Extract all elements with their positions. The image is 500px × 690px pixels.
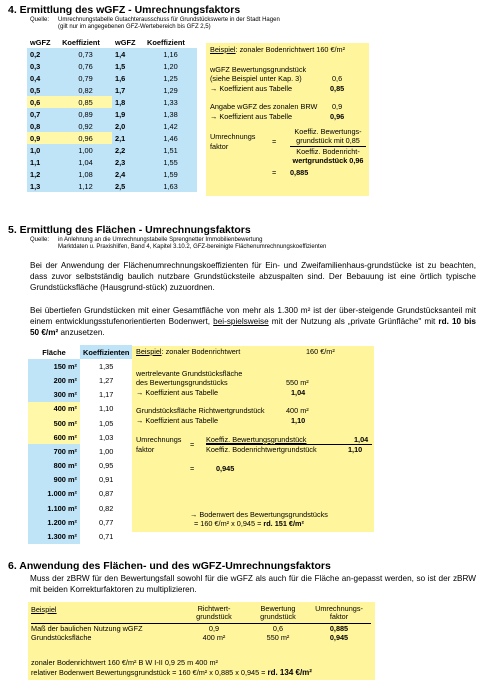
equals-sign: =: [272, 136, 277, 146]
ref-area-label: Grundstücksfläche Richtwertgrundstück: [136, 406, 265, 416]
final-result: rd. 134 €/m²: [267, 668, 312, 677]
section-6-title: 6. Anwendung des Flächen- und des wGFZ-Umrechnungsfaktors: [8, 560, 331, 572]
factor-label: Umrechnungs: [210, 131, 256, 141]
coefficient-cell: 1,29: [144, 84, 197, 96]
wgfz-table: [27, 36, 197, 192]
area-cell: 150 m²: [28, 359, 80, 373]
ref-area-value: 400 m²: [286, 406, 309, 416]
col-header: Koeffizienten: [80, 345, 132, 359]
area-cell: 800 m²: [28, 459, 80, 473]
section-5-paragraph-1: Bei der Anwendung der Flächenumrechnungskoeffizienten für Ein- und Zweifamilienhaus-grundstücke ist zu beachten, dass zuvor selbstständig baulich nutzbare Grundstücksteile abzuspalten sind. Der Bebauung ist eine örtlich typische Grundstücksfläche (Hausgrund-stück) zuzuordnen.: [30, 261, 476, 292]
table-row: [27, 180, 197, 192]
subject-coef-value: 0,85: [330, 83, 345, 93]
denominator-2: wertgrundstück 0,96: [292, 156, 364, 166]
coefficient-cell: 1,27: [80, 373, 132, 387]
area-cell: 200 m²: [28, 373, 80, 387]
numerator-value: 1,04: [354, 434, 369, 444]
wgfz-subject-label: wGFZ Bewertungsgrundstück: [210, 64, 307, 74]
coefficient-cell: 0,92: [59, 120, 112, 132]
area-cell: 300 m²: [28, 388, 80, 402]
coefficient-cell: 0,91: [80, 473, 132, 487]
subject-area-value: 550 m²: [286, 378, 309, 388]
land-value-result: rd. 151 €/m²: [263, 519, 304, 529]
area-cell: 700 m²: [28, 444, 80, 458]
area-cell: 1.000 m²: [28, 487, 80, 501]
coefficient-cell: 1,59: [144, 168, 197, 180]
area-cell: 900 m²: [28, 473, 80, 487]
equals-sign: =: [190, 463, 195, 473]
source-line-2: Marktdaten u. Praxishilfen, Band 4, Kapitel 3.10.2, GFZ-bereinigte Flächenumrechnungskoeffizienten: [58, 244, 327, 250]
wgfz-cell: 1,0: [27, 144, 59, 156]
subject-area-label: wertrelevante Grundstücksfläche: [136, 368, 243, 378]
ref-note: (siehe Beispiel unter Kap. 3): [210, 74, 302, 84]
coefficient-cell: 0,76: [59, 60, 112, 72]
coefficient-cell: 1,42: [144, 120, 197, 132]
coefficient-cell: 1,35: [80, 359, 132, 373]
wgfz-cell: 0,5: [27, 84, 59, 96]
area-example-box: [132, 346, 374, 532]
area-cell: 600 m²: [28, 430, 80, 444]
coefficient-cell: 1,03: [80, 430, 132, 444]
source-line-1: in Anlehnung an die Umrechnungstabelle Sprengnetter Immobilienbewertung: [58, 237, 263, 243]
wgfz-cell: 1,1: [27, 156, 59, 168]
example-label: Beispiel: [210, 45, 236, 54]
source-line-2: (gilt nur im angegebenen GFZ-Wertebereich bis GFZ 2,5): [58, 24, 211, 30]
section-4-title: 4. Ermittlung des wGFZ - Umrechnungsfaktors: [8, 4, 241, 16]
area-factor-result: 0,945: [216, 463, 235, 473]
p2-underlined: bei-spielsweise: [213, 317, 269, 326]
wgfz-cell: 1,7: [112, 84, 144, 96]
land-value-label: → Bodenwert des Bewertungsgrundstücks: [190, 509, 328, 519]
p2-bold-range: rd. 10 bis 50 €/m²: [30, 317, 476, 337]
section-5-paragraph-2: [30, 305, 476, 338]
coefficient-cell: 1,10: [80, 402, 132, 416]
col-header: wGFZ: [30, 37, 51, 47]
wgfz-cell: 0,7: [27, 108, 59, 120]
coefficient-cell: 0,77: [80, 515, 132, 529]
wgfz-cell: 1,4: [112, 48, 144, 60]
wgfz-cell: 2,2: [112, 144, 144, 156]
source-label: Quelle:: [30, 237, 50, 243]
col-header-factor: Umrechnungs- faktor: [315, 604, 363, 621]
source-label: Quelle:: [30, 17, 50, 23]
coefficient-cell: 1,17: [80, 388, 132, 402]
example-text: : zonaler Bodenrichtwert 160 €/m²: [235, 45, 346, 54]
col-header-subject: Bewertung grundstück: [260, 604, 296, 621]
table-row: [27, 84, 197, 96]
denominator-value: 1,10: [348, 445, 363, 455]
coefficient-cell: 1,16: [144, 48, 197, 60]
row-area-label: Grundstücksfläche: [31, 633, 92, 642]
p2-text-c: anzusetzen.: [58, 328, 105, 337]
table-row: [27, 96, 197, 108]
example-brw: 160 €/m²: [306, 347, 335, 356]
table-row: [28, 515, 132, 529]
coefficient-cell: 1,00: [59, 144, 112, 156]
row-area-factor: 0,945: [329, 633, 349, 642]
coefficient-cell: 1,55: [144, 156, 197, 168]
fraction: [206, 435, 372, 455]
table-row: [27, 48, 197, 60]
wgfz-cell: 1,5: [112, 60, 144, 72]
table-row: [28, 473, 132, 487]
land-value-formula: = 160 €/m² x 0,945 =: [194, 519, 264, 529]
wgfz-cell: 2,0: [112, 120, 144, 132]
numerator-2: grundstück mit 0,85: [296, 136, 360, 146]
coefficient-cell: 0,71: [80, 529, 132, 543]
area-cell: 1.200 m²: [28, 515, 80, 529]
wgfz-cell: 2,5: [112, 180, 144, 192]
p2-text-a: Bei übertiefen Grundstücken mit einer Gesamtfläche von mehr als 1.300 m² ist der über-steigende Grundstücksanteil mit einem entwicklungsstufenorientierten Bodenwert,: [30, 306, 476, 326]
combined-example-box: [28, 602, 375, 680]
table-row: [27, 144, 197, 156]
wgfz-cell: 1,6: [112, 72, 144, 84]
denominator-1: Koeffiz. Bodenricht-: [296, 146, 360, 156]
example-label: Beispiel: [31, 605, 57, 614]
wgfz-cell: 1,9: [112, 108, 144, 120]
area-cell: 500 m²: [28, 416, 80, 430]
row-wgfz-factor: 0,885: [329, 624, 349, 633]
wgfz-factor-result: 0,885: [290, 167, 309, 177]
coefficient-cell: 0,82: [59, 84, 112, 96]
row-wgfz-subject: 0,6: [272, 624, 284, 633]
relative-land-value-line: relativer Bodenwert Bewertungsgrundstück = 160 €/m² x 0,885 x 0,945 = rd. 134 €/m²: [31, 668, 312, 677]
table-row: [28, 459, 132, 473]
coefficient-cell: 1,25: [144, 72, 197, 84]
coef-label: → Koeffizient aus Tabelle: [136, 387, 219, 397]
coefficient-cell: 1,04: [59, 156, 112, 168]
numerator: Koeffiz. Bewertungsgrundstück: [206, 434, 307, 444]
coefficient-cell: 1,08: [59, 168, 112, 180]
table-row: [27, 72, 197, 84]
coef-label: → Koeffizient aus Tabelle: [136, 415, 219, 425]
subject-coef-value: 1,04: [291, 387, 306, 397]
table-row: [27, 168, 197, 180]
coefficient-cell: 1,12: [59, 180, 112, 192]
table-row: [28, 529, 132, 543]
table-row: [27, 120, 197, 132]
factor-label-2: faktor: [210, 141, 229, 151]
fraction: [290, 127, 366, 166]
factor-label: Umrechnungs: [136, 434, 182, 444]
coef-label: → Koeffizient aus Tabelle: [210, 83, 293, 93]
table-row: [28, 373, 132, 387]
coefficient-cell: 1,46: [144, 132, 197, 144]
wgfz-cell: 0,2: [27, 48, 59, 60]
section-6-paragraph: Muss der zBRW für den Bewertungsfall sowohl für die wGFZ als auch für die Fläche an-gepasst werden, so ist der zBRW mit beiden Korrekturfaktoren zu multiplizieren.: [30, 574, 476, 594]
wgfz-example-box: [206, 43, 369, 196]
wgfz-cell: 2,3: [112, 156, 144, 168]
table-row: [28, 444, 132, 458]
coefficient-cell: 1,00: [80, 444, 132, 458]
coefficient-cell: 1,05: [80, 416, 132, 430]
table-row: [28, 416, 132, 430]
subject-wgfz-value: 0,6: [332, 74, 343, 84]
coefficient-cell: 1,20: [144, 60, 197, 72]
zonal-brw-line: zonaler Bodenrichtwert 160 €/m² B W I-II 0,9 25 m 400 m²: [31, 658, 218, 667]
coefficient-cell: 1,63: [144, 180, 197, 192]
example-text: : zonaler Bodenrichtwert: [161, 347, 241, 356]
ref-coef-value: 1,10: [291, 415, 306, 425]
denominator: Koeffiz. Bodenrichtwertgrundstück: [206, 445, 317, 455]
row-area-subject: 550 m²: [266, 633, 290, 642]
coef-label: → Koeffizient aus Tabelle: [210, 111, 293, 121]
coefficient-cell: 1,33: [144, 96, 197, 108]
row-wgfz-ref: 0,9: [208, 624, 220, 633]
area-cell: 1.100 m²: [28, 501, 80, 515]
coefficient-cell: 0,96: [59, 132, 112, 144]
table-row: [28, 388, 132, 402]
example-label: Beispiel: [136, 347, 162, 356]
coefficient-cell: 0,73: [59, 48, 112, 60]
coefficient-cell: 0,82: [80, 501, 132, 515]
wgfz-cell: 2,1: [112, 132, 144, 144]
table-row: [28, 359, 132, 373]
coefficient-cell: 0,87: [80, 487, 132, 501]
source-line-1: Umrechnungstabelle Gutachterausschuss für Grundstückswerte in der Stadt Hagen: [58, 17, 280, 23]
coefficient-cell: 1,38: [144, 108, 197, 120]
numerator-1: Koeffiz. Bewertungs-: [294, 126, 362, 136]
wgfz-cell: 0,6: [27, 96, 59, 108]
wgfz-cell: 0,8: [27, 120, 59, 132]
area-cell: 400 m²: [28, 402, 80, 416]
table-row: [28, 487, 132, 501]
zonal-wgfz-value: 0,9: [332, 102, 343, 112]
zonal-coef-value: 0,96: [330, 111, 345, 121]
zonal-wgfz-label: Angabe wGFZ des zonalen BRW: [210, 102, 318, 112]
col-header: Koeffizient: [147, 37, 185, 47]
equals-sign: =: [190, 439, 195, 449]
wgfz-cell: 1,3: [27, 180, 59, 192]
section-5-title: 5. Ermittlung des Flächen - Umrechnungsfaktors: [8, 224, 251, 236]
p2-text-b: mit der Nutzung als „private Grünfläche" mit: [268, 317, 439, 326]
table-row: [27, 108, 197, 120]
coefficient-cell: 0,79: [59, 72, 112, 84]
factor-label-2: faktor: [136, 444, 155, 454]
wgfz-cell: 0,4: [27, 72, 59, 84]
table-row: [27, 156, 197, 168]
col-header: Koeffizient: [62, 37, 100, 47]
coefficient-cell: 0,95: [80, 459, 132, 473]
table-row: [27, 60, 197, 72]
subject-area-label-2: des Bewertungsgrundstücks: [136, 378, 228, 388]
section-5-source: [30, 237, 326, 251]
wgfz-cell: 1,2: [27, 168, 59, 180]
wgfz-cell: 1,8: [112, 96, 144, 108]
col-header: Fläche: [28, 345, 80, 359]
section-4-source: [30, 17, 280, 31]
wgfz-cell: 0,9: [27, 132, 59, 144]
wgfz-cell: 0,3: [27, 60, 59, 72]
wgfz-cell: 2,4: [112, 168, 144, 180]
table-row: [27, 132, 197, 144]
equals-sign: =: [272, 167, 277, 177]
table-row: [28, 430, 132, 444]
table-row: [28, 402, 132, 416]
coefficient-cell: 1,51: [144, 144, 197, 156]
row-area-ref: 400 m²: [202, 633, 226, 642]
area-coefficient-table: [28, 345, 132, 544]
col-header-ref: Richtwert- grundstück: [196, 604, 232, 621]
table-row: [28, 501, 132, 515]
area-cell: 1.300 m²: [28, 529, 80, 543]
row-wgfz-label: Maß der baulichen Nutzung wGFZ: [31, 624, 143, 633]
coefficient-cell: 0,85: [59, 96, 112, 108]
col-header: wGFZ: [114, 37, 136, 47]
coefficient-cell: 0,89: [59, 108, 112, 120]
